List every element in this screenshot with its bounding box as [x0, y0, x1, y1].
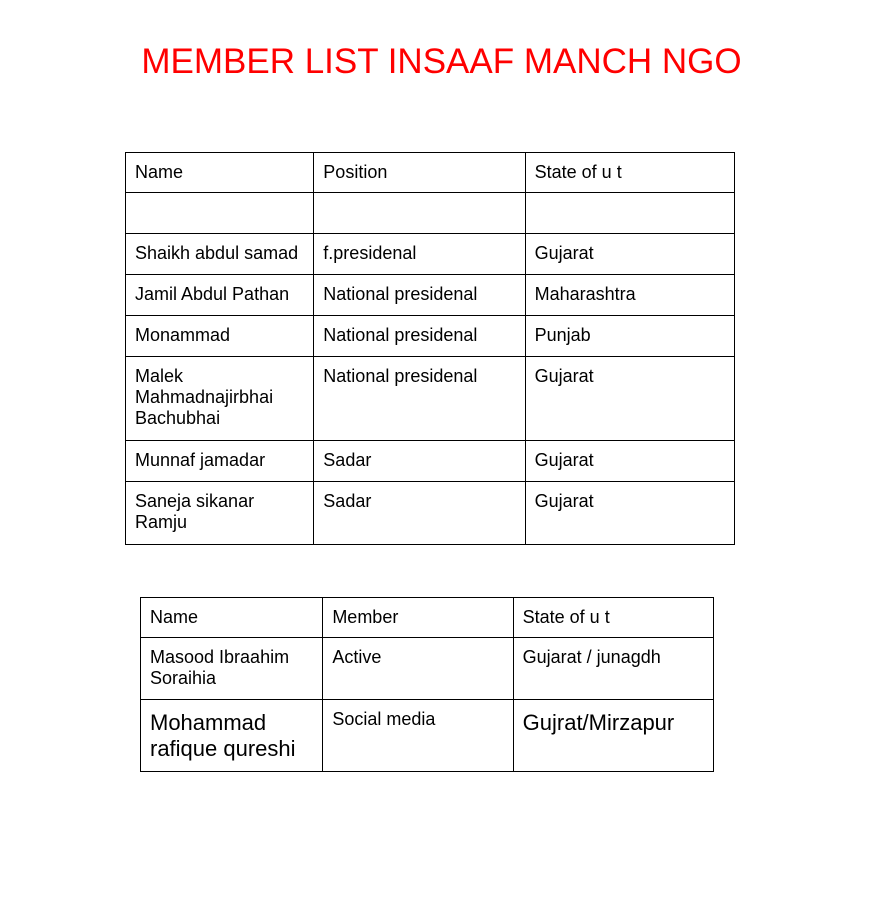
cell-name: Jamil Abdul Pathan	[126, 275, 314, 316]
cell-position: Sadar	[314, 482, 525, 545]
cell-position	[314, 193, 525, 234]
cell-state: Gujrat/Mirzapur	[513, 700, 713, 772]
cell-state	[525, 193, 734, 234]
table-row	[126, 275, 735, 316]
table-row	[126, 357, 735, 441]
cell-state: Punjab	[525, 316, 734, 357]
table-row	[126, 193, 735, 234]
cell-name: Monammad	[126, 316, 314, 357]
cell-state: Maharashtra	[525, 275, 734, 316]
cell-member: Social media	[323, 700, 513, 772]
table-header-row	[141, 598, 714, 638]
member-status-table	[140, 597, 714, 772]
header-name: Name	[126, 153, 314, 193]
cell-name: Malek Mahmadnajirbhai Bachubhai	[126, 357, 314, 441]
cell-state: Gujarat	[525, 234, 734, 275]
cell-state: Gujarat	[525, 441, 734, 482]
table-row	[126, 482, 735, 545]
header-name: Name	[141, 598, 323, 638]
cell-position: National presidenal	[314, 275, 525, 316]
member-position-table	[125, 152, 735, 545]
cell-name: Mohammad rafique qureshi	[141, 700, 323, 772]
cell-name	[126, 193, 314, 234]
cell-state: Gujarat	[525, 482, 734, 545]
table-row	[126, 234, 735, 275]
cell-name: Munnaf jamadar	[126, 441, 314, 482]
cell-position: National presidenal	[314, 357, 525, 441]
header-state: State of u t	[525, 153, 734, 193]
cell-position: f.presidenal	[314, 234, 525, 275]
header-member: Member	[323, 598, 513, 638]
table-row	[141, 700, 714, 772]
header-position: Position	[314, 153, 525, 193]
cell-state: Gujarat	[525, 357, 734, 441]
cell-position: Sadar	[314, 441, 525, 482]
table-header-row	[126, 153, 735, 193]
cell-name: Shaikh abdul samad	[126, 234, 314, 275]
document-title: MEMBER LIST INSAAF MANCH NGO	[141, 42, 742, 81]
cell-name: Masood Ibraahim Soraihia	[141, 638, 323, 700]
table-row	[126, 441, 735, 482]
cell-member: Active	[323, 638, 513, 700]
cell-position: National presidenal	[314, 316, 525, 357]
cell-name: Saneja sikanar Ramju	[126, 482, 314, 545]
table-row	[141, 638, 714, 700]
cell-state: Gujarat / junagdh	[513, 638, 713, 700]
header-state: State of u t	[513, 598, 713, 638]
table-row	[126, 316, 735, 357]
